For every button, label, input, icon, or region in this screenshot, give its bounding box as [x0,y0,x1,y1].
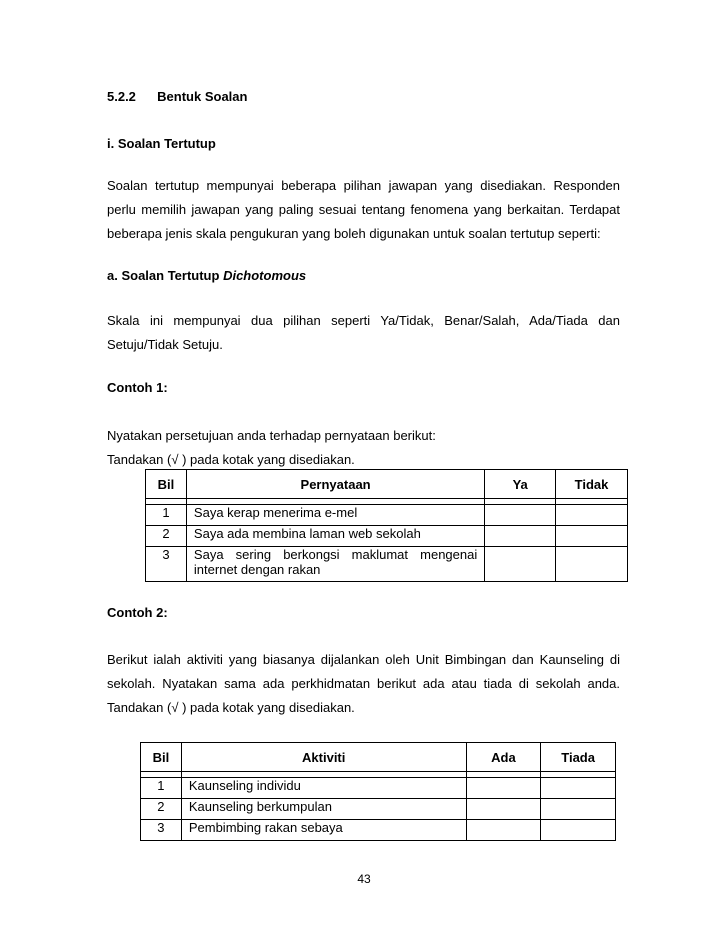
subheading-dichotomous-italic: Dichotomous [223,268,307,283]
row-text: Saya ada membina laman web sekolah [186,526,484,547]
example2-line-3: Tandakan (√ ) pada kotak yang disediakan. [107,700,355,715]
table-header-row [141,743,616,772]
example1-table [145,469,628,582]
checkbox-yes[interactable] [466,820,541,841]
intro-line-3: beberapa jenis skala pengukuran yang boleh digunakan untuk soalan tertutup seperti: [107,226,601,241]
table-row [146,526,628,547]
checkbox-no[interactable] [541,820,616,841]
table-row [146,547,628,582]
row-text: Pembimbing rakan sebaya [181,820,466,841]
example2-heading: Contoh 2: [107,605,168,620]
subheading-dichotomous-prefix: a. Soalan Tertutup [107,268,224,283]
scale-paragraph [107,309,620,357]
row-text-line-2: internet dengan rakan [193,562,321,577]
header-yes: Ada [466,743,541,772]
intro-line-2: perlu memilih jawapan yang paling sesuai tentang fenomena yang berkaitan. Terdapat [107,202,620,217]
subheading-closed-questions: i. Soalan Tertutup [107,136,216,151]
header-no: Tidak [556,470,628,499]
row-number: 3 [141,820,182,841]
example2-table [140,742,616,841]
row-text [186,547,484,582]
header-yes: Ya [485,470,556,499]
checkbox-no[interactable] [556,526,628,547]
header-no: Tiada [541,743,616,772]
intro-line-1: Soalan tertutup mempunyai beberapa pilihan jawapan yang disediakan. Responden [107,178,620,193]
subheading-dichotomous [107,268,306,283]
section-title: Bentuk Soalan [157,89,248,104]
row-text: Saya kerap menerima e-mel [186,505,484,526]
checkbox-no[interactable] [556,505,628,526]
table-header-row [146,470,628,499]
row-number: 2 [141,799,182,820]
header-bil: Bil [141,743,182,772]
checkbox-no[interactable] [541,778,616,799]
row-text: Kaunseling individu [181,778,466,799]
row-number: 1 [141,778,182,799]
page-number: 43 [357,872,371,886]
checkbox-yes[interactable] [466,778,541,799]
checkbox-yes[interactable] [485,547,556,582]
row-number: 1 [146,505,187,526]
section-number: 5.2.2 [107,89,136,104]
section-heading [107,89,247,104]
row-text: Kaunseling berkumpulan [181,799,466,820]
table-row [141,820,616,841]
header-bil: Bil [146,470,187,499]
scale-line-1: Skala ini mempunyai dua pilihan seperti Ya/Tidak, Benar/Salah, Ada/Tiada dan [107,313,620,328]
example2-line-2: sekolah. Nyatakan sama ada perkhidmatan berikut ada atau tiada di sekolah anda. [107,676,620,691]
checkbox-yes[interactable] [466,799,541,820]
checkbox-no[interactable] [556,547,628,582]
header-activity: Aktiviti [181,743,466,772]
row-number: 2 [146,526,187,547]
example2-paragraph [107,648,620,720]
checkbox-no[interactable] [541,799,616,820]
example1-instruction-2: Tandakan (√ ) pada kotak yang disediakan. [107,452,355,467]
table-row [141,778,616,799]
example2-line-1: Berikut ialah aktiviti yang biasanya dijalankan oleh Unit Bimbingan dan Kaunseling di [107,652,620,667]
checkbox-yes[interactable] [485,505,556,526]
table-row [141,799,616,820]
intro-paragraph [107,174,620,246]
checkbox-yes[interactable] [485,526,556,547]
scale-line-2: Setuju/Tidak Setuju. [107,337,223,352]
row-number: 3 [146,547,187,582]
table-row [146,505,628,526]
row-text-line-1: Saya sering berkongsi maklumat mengenai [193,547,478,562]
example1-instruction-1: Nyatakan persetujuan anda terhadap pernyataan berikut: [107,428,436,443]
example1-heading: Contoh 1: [107,380,168,395]
example1-instructions [107,424,436,472]
header-statement: Pernyataan [186,470,484,499]
